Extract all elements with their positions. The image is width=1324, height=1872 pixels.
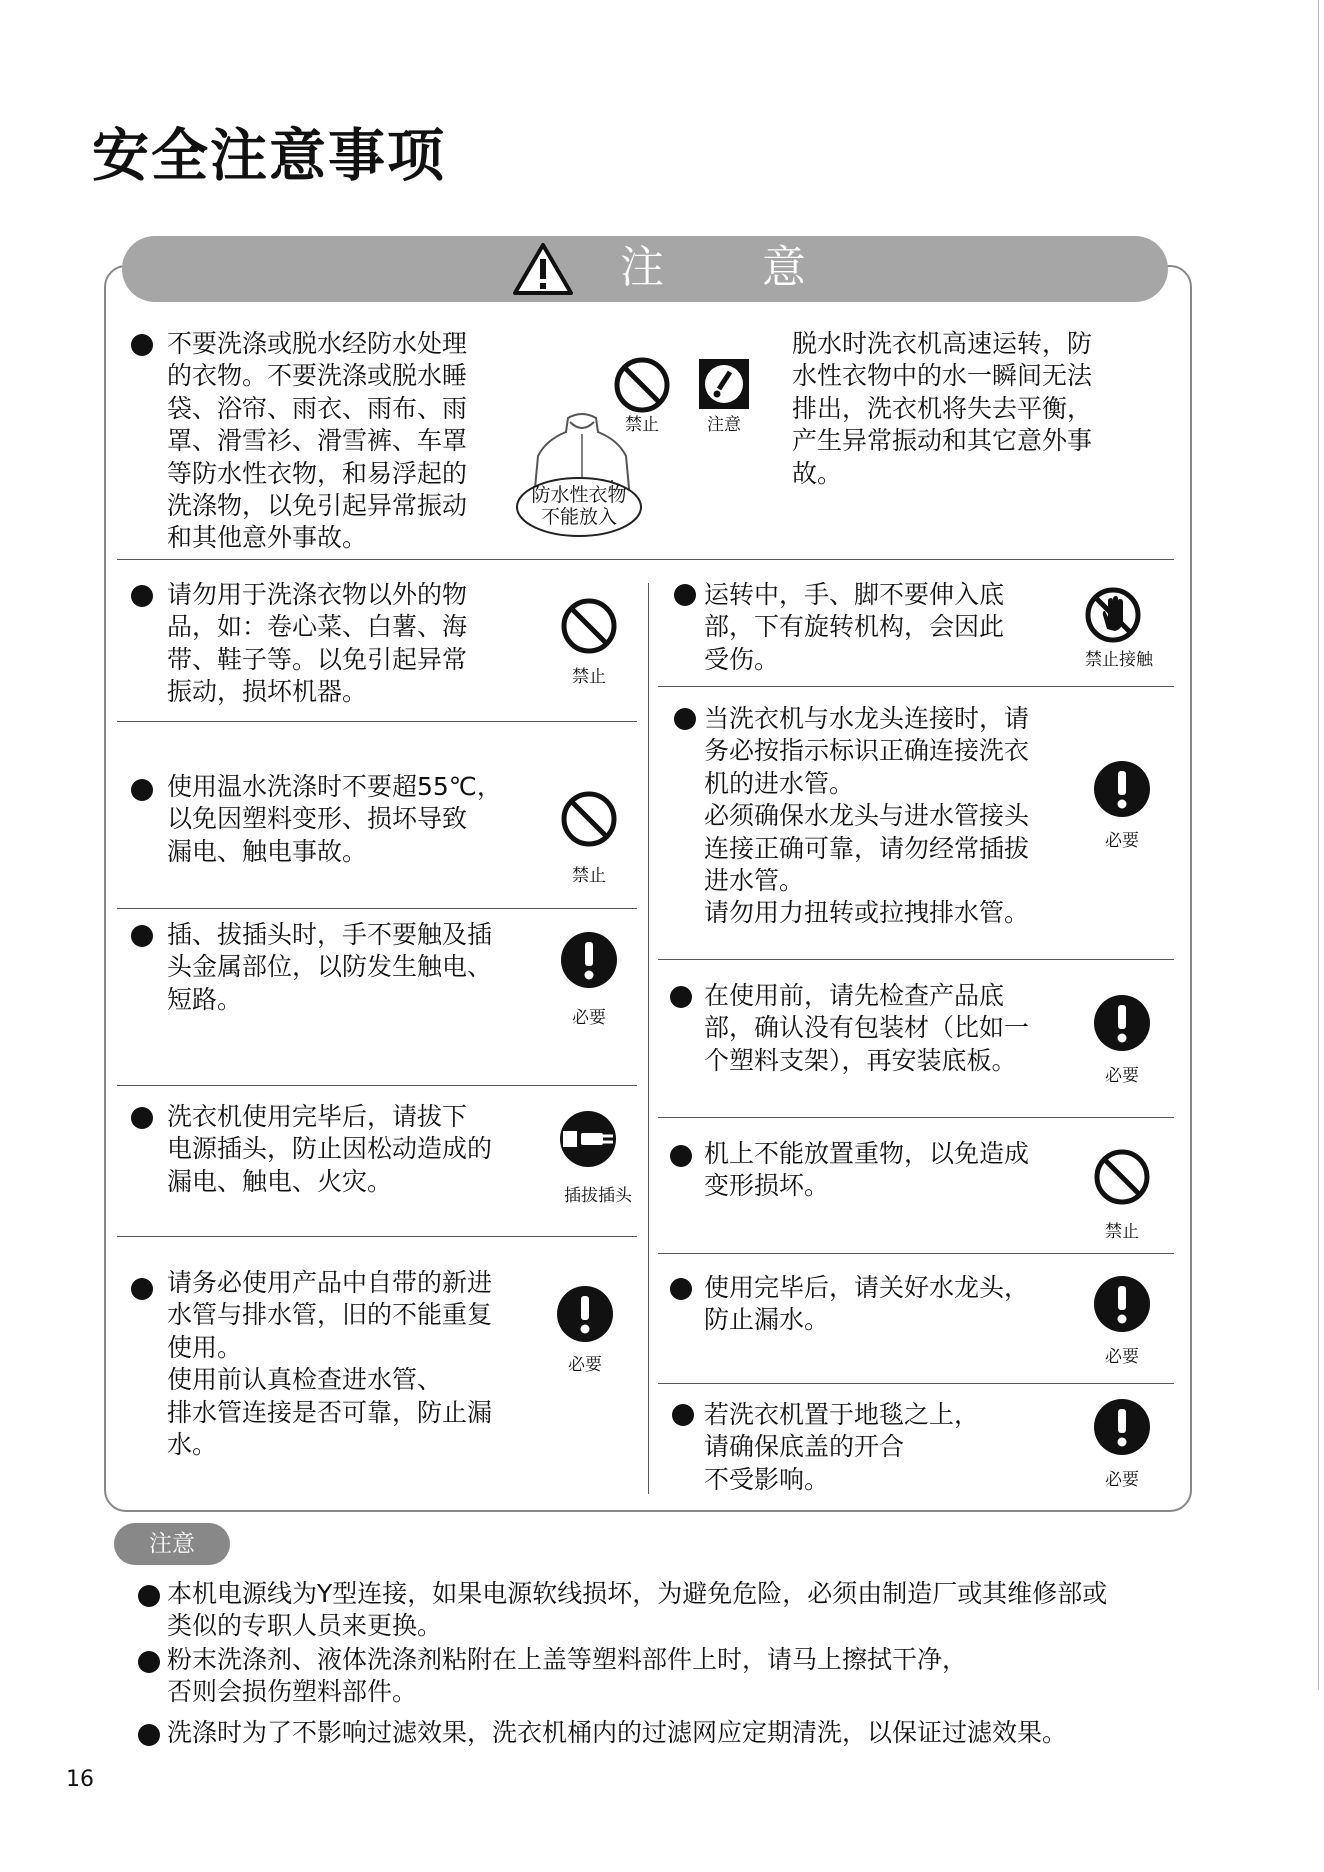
page-edge-line [1318, 0, 1319, 1690]
mandatory-icon [1092, 1274, 1152, 1334]
divider [117, 908, 637, 909]
bullet [131, 779, 153, 801]
bullet [670, 1278, 692, 1300]
icon-label: 必要 [572, 1008, 606, 1028]
mandatory-icon [1092, 993, 1152, 1053]
bullet [138, 1585, 160, 1607]
prohibited-icon [559, 789, 619, 849]
bullet [672, 1404, 694, 1426]
bullet [131, 1107, 153, 1129]
icon-label: 必要 [1105, 831, 1139, 851]
prohibited-icon [1092, 1147, 1152, 1207]
bullet [131, 334, 153, 356]
icon-label: 禁止 [625, 415, 659, 435]
divider [117, 1236, 637, 1237]
warning-triangle-icon [512, 242, 574, 296]
divider [117, 1085, 637, 1086]
divider [117, 559, 1174, 560]
left-item-text: 使用温水洗涤时不要超55℃， 以免因塑料变形、损坏导致 漏电、触电事故。 [167, 772, 502, 866]
divider [117, 721, 637, 722]
bullet [138, 1724, 160, 1746]
page-title: 安全注意事项 [92, 123, 446, 189]
illustration-caption-line: 防水性衣物 [531, 484, 627, 506]
mandatory-icon [1092, 1397, 1152, 1457]
left-item-text: 请勿用于洗涤衣物以外的物 品，如：卷心菜、白薯、海 带、鞋子等。以免引起异常 振动，损坏机器。 [167, 580, 468, 707]
bullet [670, 986, 692, 1008]
mandatory-icon [1092, 759, 1152, 819]
bullet [674, 708, 696, 730]
divider [658, 1253, 1174, 1254]
notice-item-text: 洗涤时为了不影响过滤效果，洗衣机桶内的过滤网应定期清洗，以保证过滤效果。 [167, 1718, 1068, 1747]
divider [658, 1117, 1174, 1118]
banner-title: 注 意 [620, 242, 848, 293]
bullet [674, 584, 696, 606]
right-item-text: 运转中，手、脚不要伸入底 部，下有旋转机构，会因此 受伤。 [704, 580, 1005, 674]
bullet [670, 1145, 692, 1167]
illustration-caption-line: 不能放入 [540, 506, 617, 528]
right-item-text: 使用完毕后，请关好水龙头， 防止漏水。 [704, 1273, 1030, 1335]
notice-item-text: 本机电源线为Y型连接，如果电源软线损坏，为避免危险，必须由制造厂或其维修部或 类似的专职人员来更换。 [167, 1579, 1108, 1641]
divider [658, 686, 1174, 687]
icon-label: 必要 [1105, 1066, 1139, 1086]
divider [658, 959, 1174, 960]
icon-label: 禁止 [572, 667, 606, 687]
bullet [138, 1651, 160, 1673]
top-item-text: 不要洗涤或脱水经防水处理 的衣物。不要洗涤或脱水睡 袋、浴帘、雨衣、雨布、雨 罩、滑雪衫、滑雪裤、车罩 等防水性衣物，和易浮起的 洗涤物，以免引起异常振动 和其他意外事故。 [167, 329, 468, 553]
icon-label: 注意 [707, 415, 741, 435]
icon-label: 禁止 [572, 866, 606, 886]
prohibited-icon [612, 355, 672, 415]
bullet [131, 1278, 153, 1300]
column-divider [648, 583, 649, 1494]
divider [658, 1383, 1174, 1384]
notice-label: 注意 [114, 1523, 230, 1565]
icon-label: 插拔插头 [564, 1186, 632, 1206]
page-number: 16 [66, 1767, 94, 1792]
right-item-text: 若洗衣机置于地毯之上， 请确保底盖的开合 不受影响。 [704, 1400, 980, 1494]
icon-label: 禁止接触 [1085, 650, 1153, 670]
notice-item-text: 粉末洗涤剂、液体洗涤剂粘附在上盖等塑料部件上时，请马上擦拭干净， 否则会损伤塑料部件。 [167, 1645, 968, 1707]
no-touch-icon [1083, 585, 1143, 645]
prohibited-icon [559, 596, 619, 656]
mandatory-icon [555, 1284, 615, 1344]
left-item-text: 插、拔插头时，手不要触及插 头金属部位，以防发生触电、 短路。 [167, 920, 493, 1014]
top-item-explanation: 脱水时洗衣机高速运转，防 水性衣物中的水一瞬间无法 排出，洗衣机将失去平衡， 产生异常振动和其它意外事 故。 [792, 329, 1093, 488]
left-item-text: 请务必使用产品中自带的新进 水管与排水管，旧的不能重复 使用。 使用前认真检查进水管、 排水管连接是否可靠，防止漏 水。 [167, 1268, 493, 1460]
unplug-icon [557, 1109, 619, 1169]
mandatory-icon [559, 930, 619, 990]
bullet [131, 925, 153, 947]
left-item-text: 洗衣机使用完毕后，请拔下 电源插头，防止因松动造成的 漏电、触电、火灾。 [167, 1102, 493, 1196]
icon-label: 必要 [1105, 1347, 1139, 1367]
right-item-text: 在使用前，请先检查产品底 部，确认没有包装材（比如一 个塑料支架），再安装底板。 [704, 981, 1030, 1075]
right-item-text: 机上不能放置重物，以免造成 变形损坏。 [704, 1139, 1030, 1201]
icon-label: 禁止 [1105, 1222, 1139, 1242]
bullet [131, 585, 153, 607]
right-item-text: 当洗衣机与水龙头连接时，请 务必按指示标识正确连接洗衣 机的进水管。 必须确保水龙头与进水管接头 连接正确可靠，请勿经常插拔 进水管。 请勿用力扭转或拉拽排水管。 [704, 704, 1030, 928]
icon-label: 必要 [568, 1355, 602, 1375]
illustration-caption [518, 484, 640, 528]
caution-icon [697, 357, 751, 411]
icon-label: 必要 [1105, 1470, 1139, 1490]
